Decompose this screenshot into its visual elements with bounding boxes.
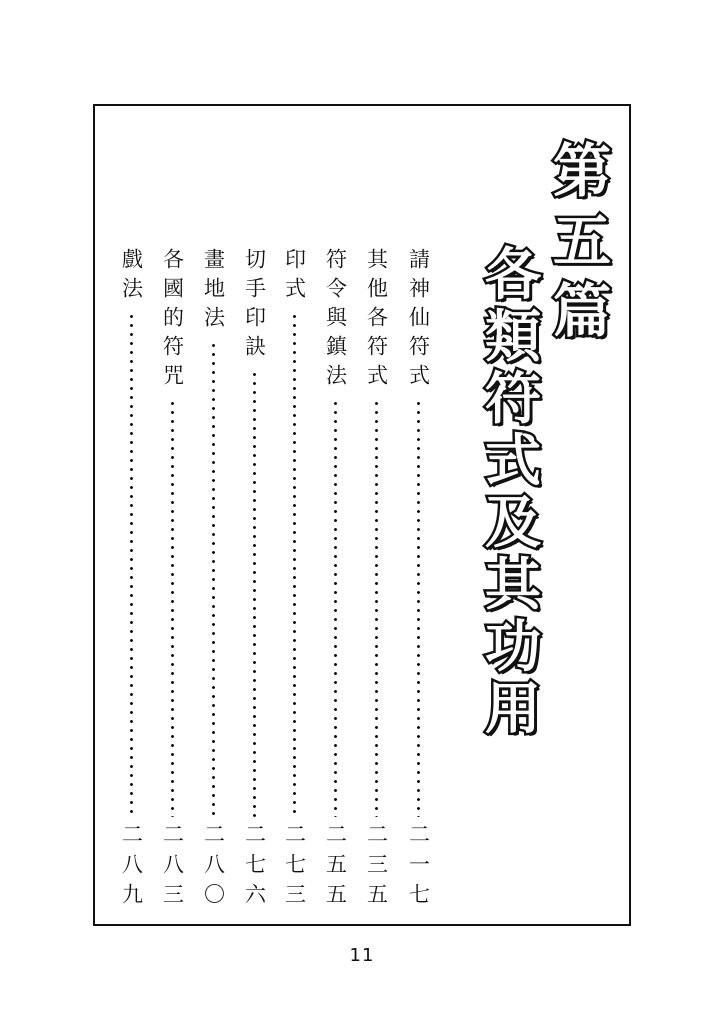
toc-entry[interactable] bbox=[199, 248, 227, 913]
toc-entry-title: 符令與鎮法 bbox=[323, 248, 348, 393]
toc-entry[interactable] bbox=[117, 248, 145, 913]
dot-leader bbox=[212, 341, 215, 817]
part-title bbox=[547, 137, 617, 352]
toc-entry-title: 畫地法 bbox=[201, 248, 226, 335]
toc-entry-page: 二七三 bbox=[282, 823, 307, 913]
toc-entry-page: 二三五 bbox=[364, 823, 389, 913]
dot-leader bbox=[375, 399, 378, 817]
toc-entry-page: 二七六 bbox=[242, 823, 267, 913]
section-title-char: 各 bbox=[485, 243, 541, 308]
part-title-char: 篇 bbox=[552, 277, 611, 345]
dot-leader bbox=[171, 399, 174, 817]
dot-leader bbox=[417, 399, 420, 817]
toc-entry[interactable] bbox=[240, 248, 268, 913]
toc-entry[interactable] bbox=[404, 248, 432, 913]
section-title-char: 其 bbox=[485, 553, 541, 618]
toc-entry-title: 其他各符式 bbox=[364, 248, 389, 393]
dot-leader bbox=[130, 312, 133, 817]
section-title-char: 功 bbox=[485, 615, 541, 680]
toc-entry-page: 二五五 bbox=[323, 823, 348, 913]
toc-entry-title: 各國的符咒 bbox=[160, 248, 185, 393]
section-title-char: 及 bbox=[485, 491, 541, 556]
toc-entry-page: 二一七 bbox=[406, 823, 431, 913]
toc-entry[interactable] bbox=[280, 248, 308, 913]
toc-entry-title: 請神仙符式 bbox=[406, 248, 431, 393]
toc-entry-page: 二八〇 bbox=[201, 823, 226, 913]
page-number: 11 bbox=[349, 945, 375, 966]
toc-entry-title: 切手印訣 bbox=[242, 248, 267, 364]
toc-entry[interactable] bbox=[321, 248, 349, 913]
part-title-char: 五 bbox=[552, 207, 611, 275]
section-title bbox=[478, 243, 548, 744]
section-title-char: 符 bbox=[485, 367, 541, 432]
toc-entry[interactable] bbox=[158, 248, 186, 913]
dot-leader bbox=[334, 399, 337, 817]
toc-entry[interactable] bbox=[362, 248, 390, 913]
toc-entry-page: 二八三 bbox=[160, 823, 185, 913]
dot-leader bbox=[293, 312, 296, 817]
part-title-char: 第 bbox=[552, 137, 611, 205]
toc-entry-title: 印式 bbox=[282, 248, 307, 306]
toc-entry-page: 二八九 bbox=[119, 823, 144, 913]
toc-entry-title: 戲法 bbox=[119, 248, 144, 306]
section-title-char: 式 bbox=[485, 429, 541, 494]
section-title-char: 用 bbox=[485, 677, 541, 742]
section-title-char: 類 bbox=[485, 305, 541, 370]
dot-leader bbox=[253, 370, 256, 817]
